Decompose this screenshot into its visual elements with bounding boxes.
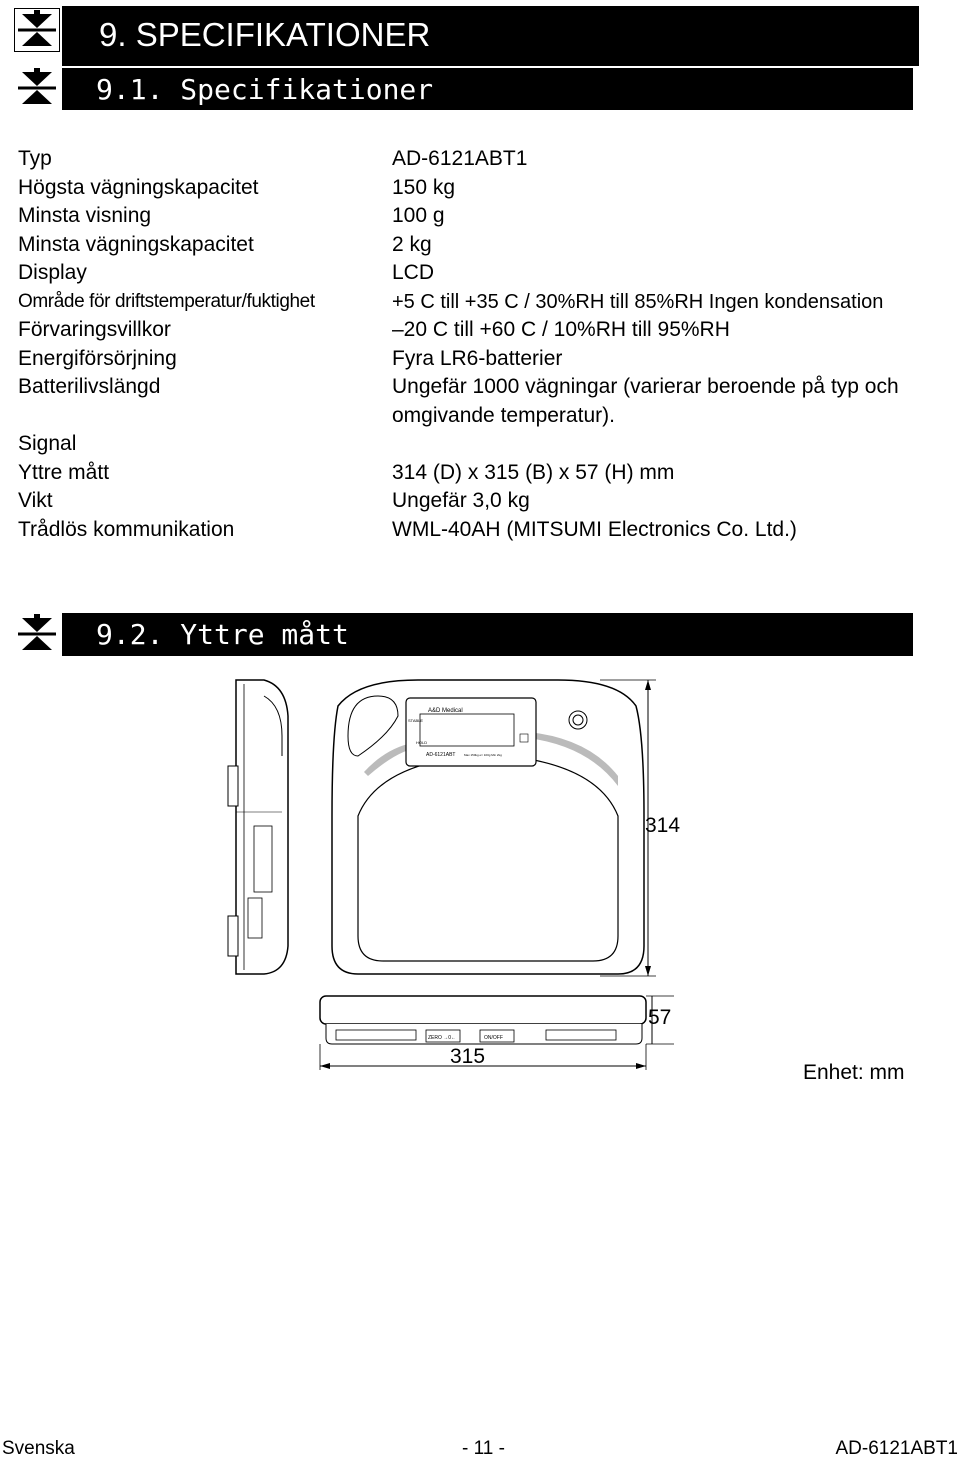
width-value: 315 [450,1045,486,1068]
spec-label: Display [18,261,87,284]
spec-label: Minsta vägningskapacitet [18,232,254,256]
subsection-header [62,613,913,656]
spec-label [18,402,315,431]
spec-value: 2 kg [392,232,432,256]
footer-model: AD-6121ABT1 [835,1438,958,1459]
height-value: 57 [648,1006,672,1029]
weigh-arrow-icon [14,66,60,110]
stable-indicator-label: STABLE [408,718,424,723]
spec-label: Energiförsörjning [18,346,177,370]
side-view-drawing [224,676,294,978]
spec-value: omgivande temperatur). [392,403,615,427]
spec-values [392,145,899,544]
rating-label: Max 150kg e= 100g Min 2kg [464,753,502,757]
weigh-arrow-icon [14,612,60,656]
spec-label: Område för driftstemperatur/fuktighet [18,290,315,312]
spec-label: Minsta visning [18,204,152,227]
brand-label: A&D Medical [428,708,463,714]
spec-label: Typ [18,147,52,170]
depth-value: 314 [645,814,681,837]
spec-value: 314 (D) x 315 (B) x 57 (H) mm [392,460,675,484]
spec-value: AD-6121ABT1 [392,147,528,170]
front-view-drawing [316,990,676,1072]
spec-value: +5 C till +35 C / 30%RH till 85%RH Ingen kondensation [392,290,884,313]
weigh-arrow-icon [14,8,60,52]
section-title: 9. SPECIFIKATIONER [99,16,431,53]
model-label: AD-6121ABT [426,752,456,758]
spec-label: Vikt [18,489,53,512]
subsection-title: 9.2. Yttre mått [96,618,349,651]
spec-value: WML-40AH (MITSUMI Electronics Co. Ltd.) [392,517,797,541]
subsection-title: 9.1. Specifikationer [96,73,434,106]
spec-value: Fyra LR6-batterier [392,346,563,370]
hold-indicator-label: HOLD [416,740,428,745]
spec-labels [18,145,315,544]
spec-value: –20 C till +60 C / 10%RH till 95%RH [392,318,730,341]
spec-label: Förvaringsvillkor [18,318,171,341]
spec-value: 100 g [392,204,445,227]
subsection-header [62,68,913,110]
spec-label: Högsta vägningskapacitet [18,175,259,199]
spec-value: 150 kg [392,175,456,199]
spec-value: Ungefär 3,0 kg [392,489,530,512]
footer-page-number: - 11 - [462,1438,505,1459]
spec-label: Batterilivslängd [18,375,161,398]
spec-value [392,430,899,459]
section-header [62,6,919,66]
spec-value: LCD [392,261,435,284]
zero-button: ZERO →0← [428,1035,457,1041]
spec-value: Ungefär 1000 vägningar (varierar beroende på typ och [392,375,899,398]
onoff-button: ON/OFF [484,1035,503,1041]
unit-label: Enhet: mm [803,1061,905,1084]
footer-language: Svenska [2,1438,75,1459]
spec-label: Trådlös kommunikation [18,517,235,541]
spec-label: Yttre mått [18,460,110,484]
spec-label: Signal [18,432,77,455]
